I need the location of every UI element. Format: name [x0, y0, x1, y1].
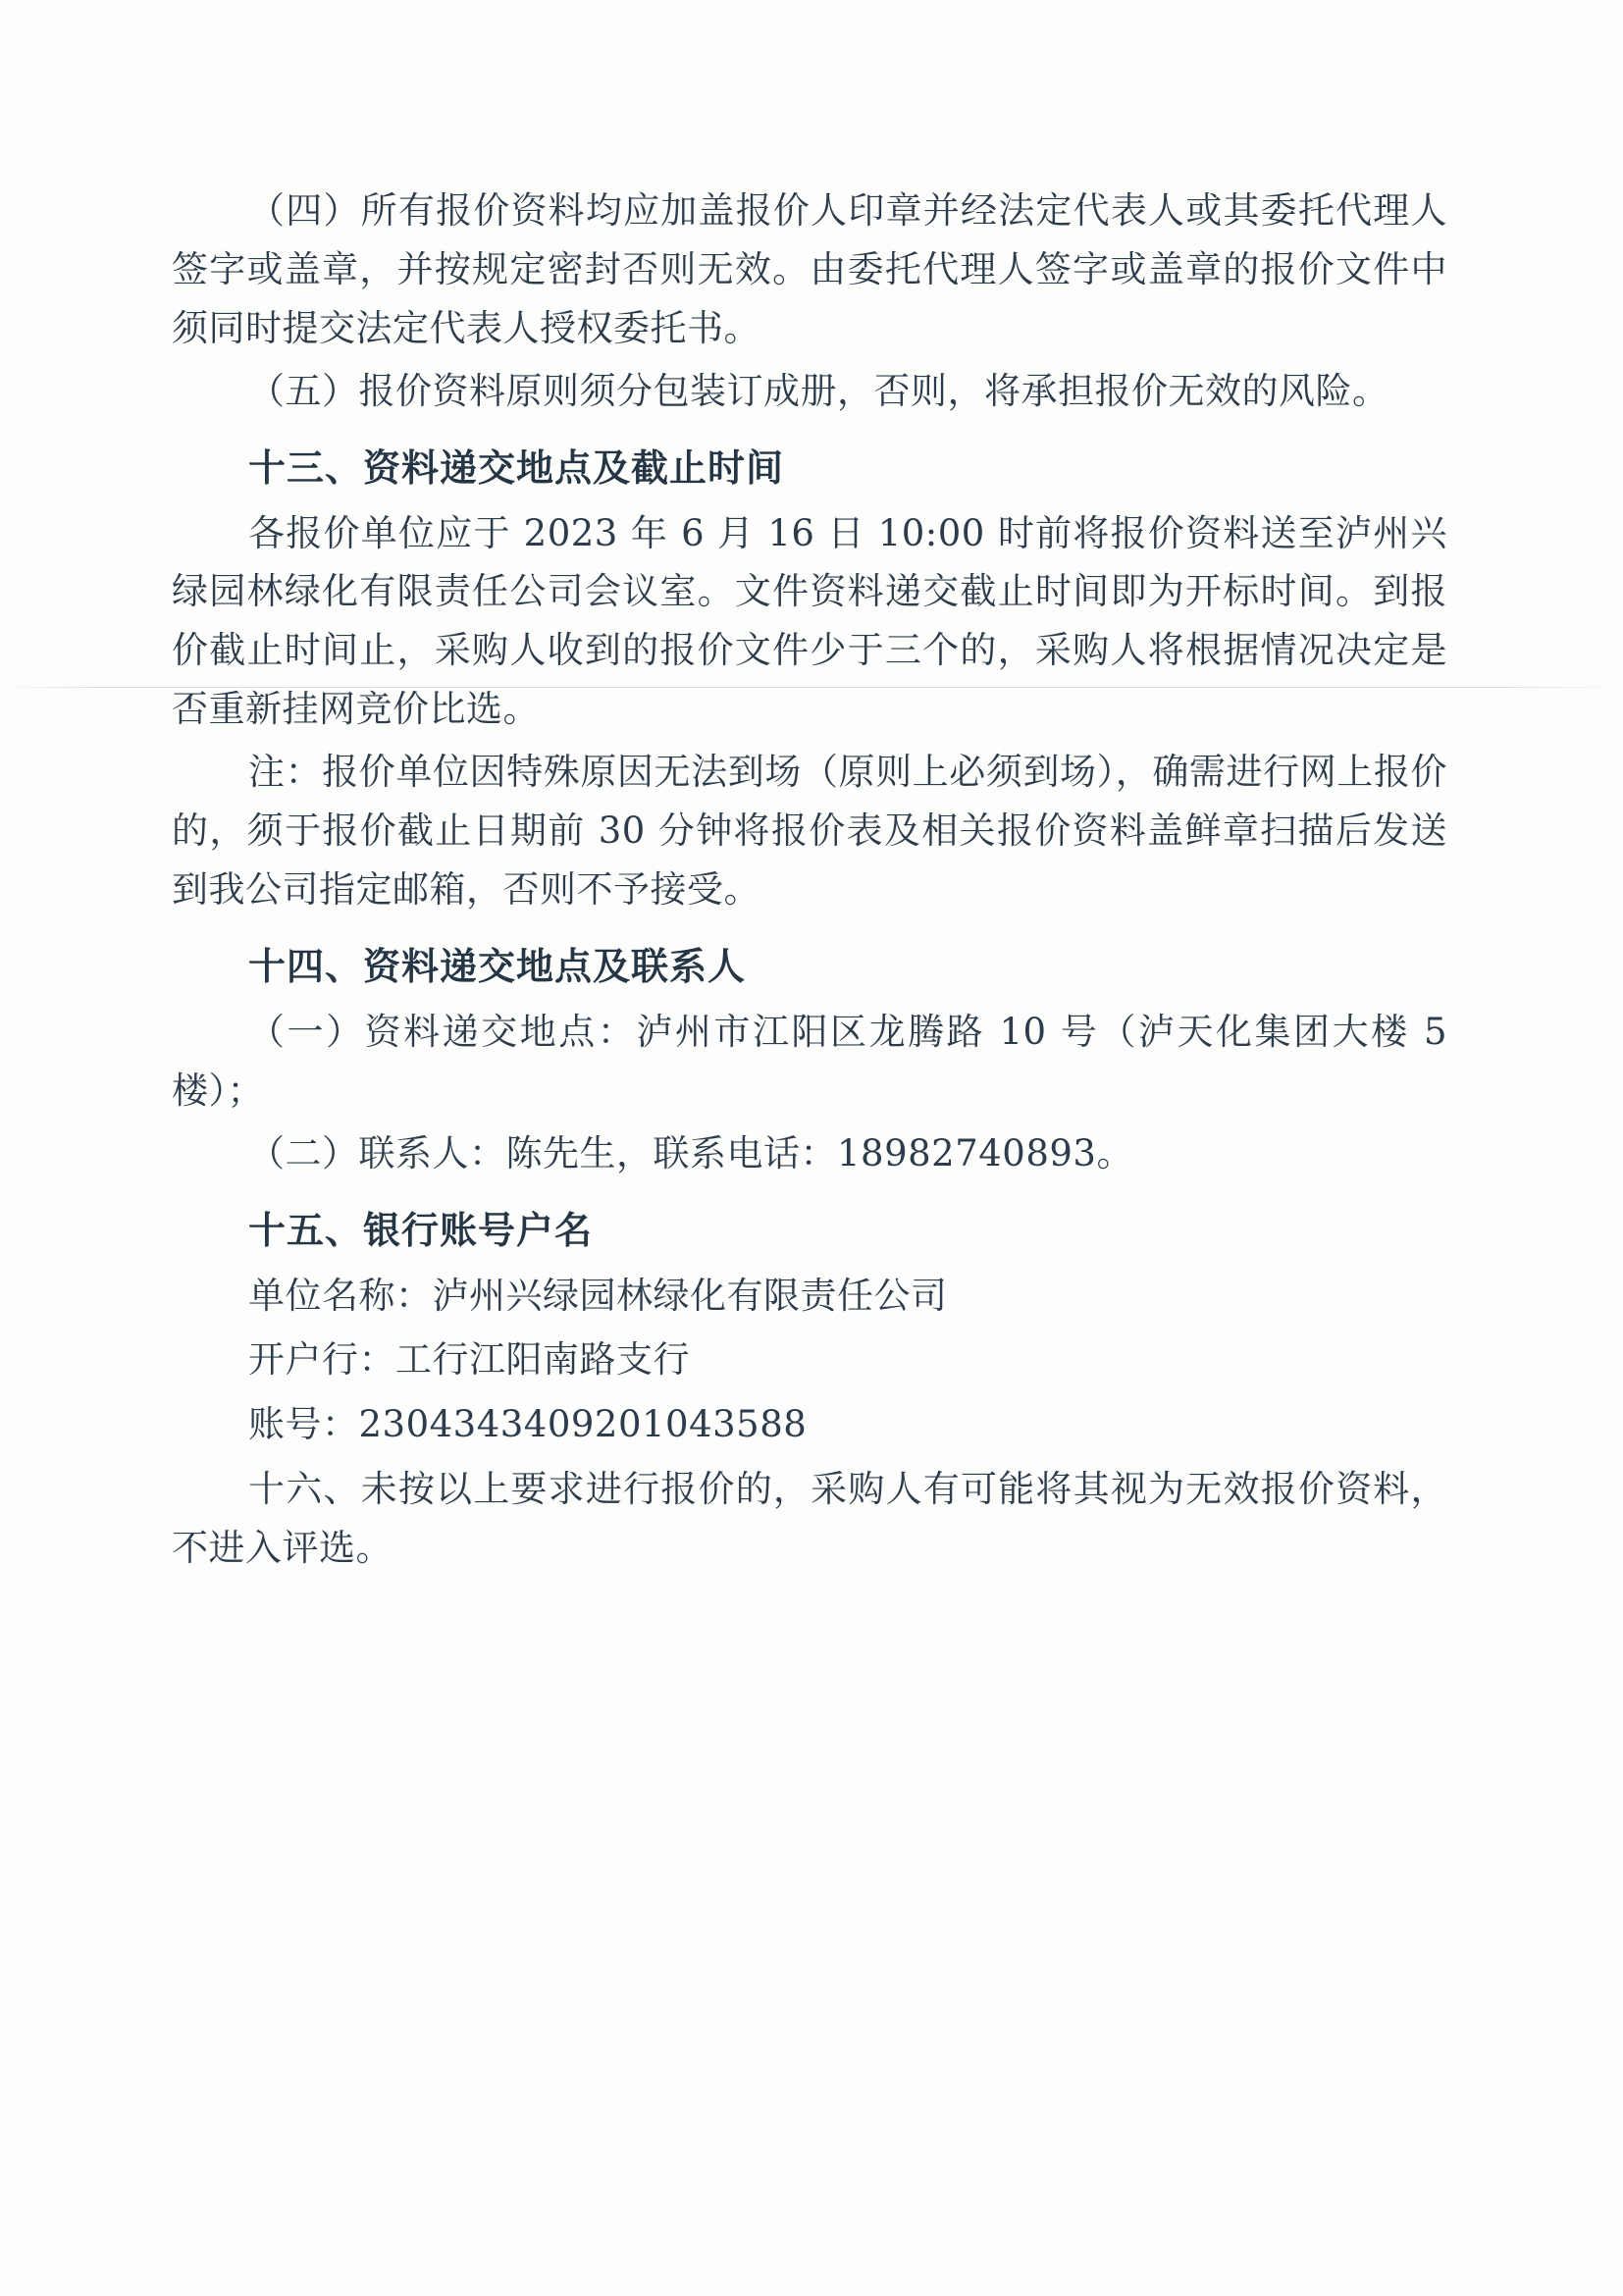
document-body: [172, 182, 1447, 1582]
bank-unit-name: 单位名称：泸州兴绿园林绿化有限责任公司: [248, 1274, 948, 1317]
bank-branch: 开户行：工行江阳南路支行: [248, 1338, 690, 1382]
paragraph-section-16: 十六、未按以上要求进行报价的，采购人有可能将其视为无效报价资料，不进入评选。: [172, 1468, 1447, 1570]
paragraph-item-four: （四）所有报价资料均应加盖报价人印章并经法定代表人或其委托代理人签字或盖章，并按规定密封否则无效。由委托代理人签字或盖章的报价文件中须同时提交法定代表人授权委托书。: [172, 189, 1447, 349]
paragraph-section-13-note: 注：报价单位因特殊原因无法到场（原则上必须到场），确需进行网上报价的，须于报价截止日期前 30 分钟将报价表及相关报价资料盖鲜章扫描后发送到我公司指定邮箱，否则不予接受。: [172, 751, 1447, 912]
paragraph-section-14-item-two: （二）联系人：陈先生，联系电话：18982740893。: [248, 1131, 1133, 1174]
paragraph-section-13-body: 各报价单位应于 2023 年 6 月 16 日 10:00 时前将报价资料送至泸州兴绿园林绿化有限责任公司会议室。文件资料递交截止时间即为开标时间。到报价截止时间止，采购人收到的报价文件少于三个的，采购人将根据情况决定是否重新挂网竞价比选。: [172, 511, 1447, 731]
paragraph-section-14-item-one: （一）资料递交地点：泸州市江阳区龙腾路 10 号（泸天化集团大楼 5 楼）；: [172, 1010, 1447, 1112]
bank-account-number: 账号：2304343409201043588: [248, 1403, 808, 1446]
paragraph-item-five: （五）报价资料原则须分包装订成册，否则，将承担报价无效的风险。: [248, 369, 1389, 412]
heading-section-14: 十四、资料递交地点及联系人: [248, 945, 747, 989]
heading-section-15: 十五、银行账号户名: [248, 1208, 594, 1252]
heading-section-13: 十三、资料递交地点及截止时间: [248, 445, 785, 490]
